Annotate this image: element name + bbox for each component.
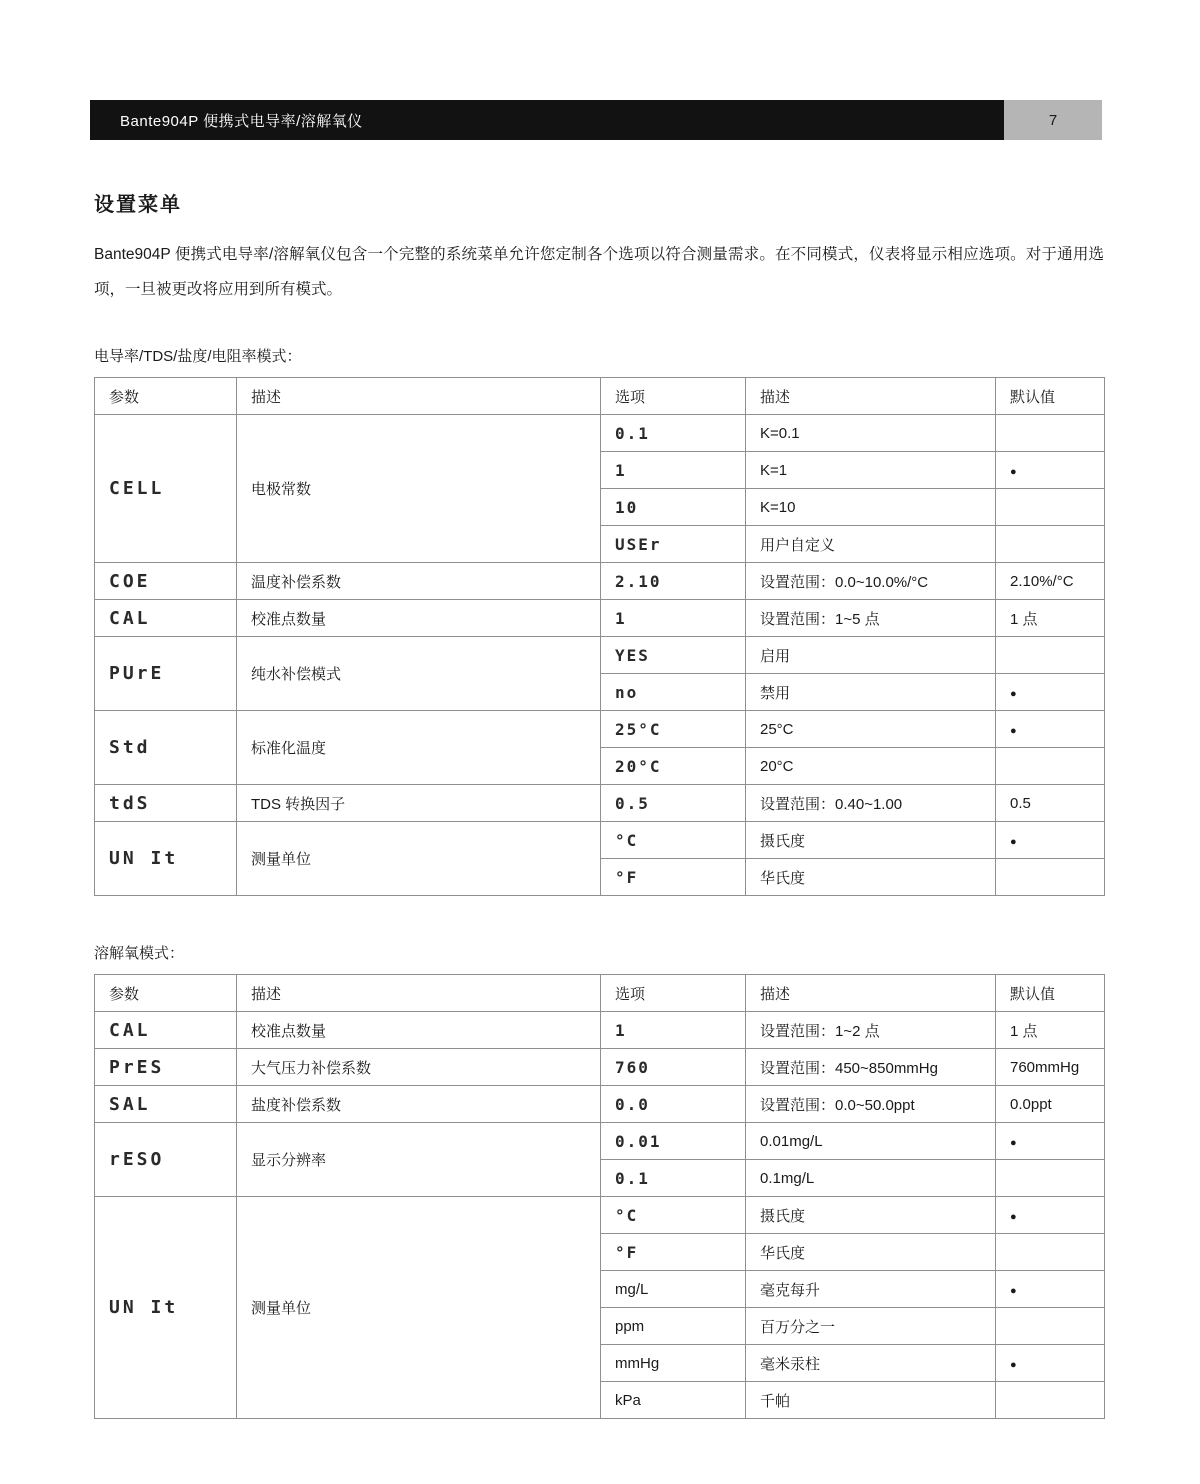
option-value: ppm	[601, 1308, 746, 1345]
table-row	[95, 1086, 1105, 1123]
option-description: 设置范围：1~5 点	[746, 600, 996, 637]
option-description: 启用	[746, 637, 996, 674]
table-header-row	[95, 975, 1105, 1012]
default-value-cell	[996, 1345, 1105, 1382]
column-header: 默认值	[996, 378, 1105, 415]
table-header-row	[95, 378, 1105, 415]
default-value-cell: 2.10%/°C	[996, 563, 1105, 600]
option-value	[601, 1012, 746, 1049]
default-marker-dot: ●	[1010, 1136, 1017, 1149]
default-value-cell	[996, 1197, 1105, 1234]
default-marker-dot: ●	[1010, 1210, 1017, 1223]
parameter-description: 显示分辨率	[237, 1123, 601, 1197]
table-row	[95, 711, 1105, 748]
option-lcd-value: 2.10	[615, 571, 662, 591]
column-header: 参数	[95, 378, 237, 415]
option-lcd-value: 1	[615, 608, 627, 628]
option-description: K=0.1	[746, 415, 996, 452]
parameter-cell	[95, 822, 237, 896]
table-row	[95, 600, 1105, 637]
option-value	[601, 563, 746, 600]
table-row	[95, 1197, 1105, 1234]
option-value: kPa	[601, 1382, 746, 1419]
default-value-cell	[996, 859, 1105, 896]
option-description: 摄氏度	[746, 1197, 996, 1234]
option-value	[601, 1197, 746, 1234]
parameter-description: 测量单位	[237, 822, 601, 896]
option-value	[601, 1123, 746, 1160]
option-lcd-value: °F	[615, 1242, 639, 1262]
default-value-cell: 1 点	[996, 1012, 1105, 1049]
option-description: 设置范围：450~850mmHg	[746, 1049, 996, 1086]
option-lcd-value: 1	[615, 1020, 627, 1040]
parameter-name: PUrE	[109, 663, 165, 684]
option-lcd-value: 0.01	[615, 1131, 662, 1151]
option-description: 0.1mg/L	[746, 1160, 996, 1197]
parameter-cell	[95, 711, 237, 785]
parameter-cell	[95, 563, 237, 600]
option-description: 用户自定义	[746, 526, 996, 563]
default-marker-dot: ●	[1010, 1358, 1017, 1371]
settings-tables	[94, 345, 1104, 1419]
table-row	[95, 785, 1105, 822]
option-value	[601, 822, 746, 859]
default-value-cell	[996, 489, 1105, 526]
table-row	[95, 415, 1105, 452]
option-lcd-value: 0.5	[615, 793, 650, 813]
parameter-description: 盐度补偿系数	[237, 1086, 601, 1123]
column-header: 选项	[601, 975, 746, 1012]
default-value-cell	[996, 1308, 1105, 1345]
default-value-cell	[996, 674, 1105, 711]
option-lcd-value: °C	[615, 1205, 639, 1225]
parameter-description: 温度补偿系数	[237, 563, 601, 600]
default-value-cell	[996, 711, 1105, 748]
table-row	[95, 822, 1105, 859]
table-mode-label: 溶解氧模式：	[94, 945, 185, 962]
parameter-name: COE	[109, 570, 151, 592]
table-row	[95, 1123, 1105, 1160]
parameter-cell	[95, 1197, 237, 1419]
option-value	[601, 415, 746, 452]
default-value-cell	[996, 637, 1105, 674]
column-header: 描述	[237, 975, 601, 1012]
option-lcd-value: 20°C	[615, 756, 662, 776]
option-value	[601, 859, 746, 896]
parameter-description: 电极常数	[237, 415, 601, 563]
page-number: 7	[1004, 100, 1102, 140]
parameter-cell	[95, 415, 237, 563]
option-description: 禁用	[746, 674, 996, 711]
default-value-cell	[996, 1123, 1105, 1160]
option-description: 设置范围：0.0~10.0%/°C	[746, 563, 996, 600]
table-mode-label: 电导率/TDS/盐度/电阻率模式：	[94, 348, 302, 365]
option-value	[601, 748, 746, 785]
parameter-name: CAL	[109, 607, 151, 629]
option-description: 华氏度	[746, 1234, 996, 1271]
parameter-description: 校准点数量	[237, 600, 601, 637]
default-value-cell: 0.5	[996, 785, 1105, 822]
default-marker-dot: ●	[1010, 687, 1017, 700]
parameter-cell	[95, 637, 237, 711]
option-value	[601, 674, 746, 711]
option-lcd-value: no	[615, 682, 639, 702]
parameter-cell	[95, 1012, 237, 1049]
conductivity-settings-table	[94, 377, 1105, 896]
column-header: 描述	[746, 378, 996, 415]
option-lcd-value: 0.1	[615, 423, 650, 443]
default-value-cell	[996, 1271, 1105, 1308]
option-description: 毫克每升	[746, 1271, 996, 1308]
option-value	[601, 1086, 746, 1123]
parameter-description: 纯水补偿模式	[237, 637, 601, 711]
default-value-cell	[996, 1234, 1105, 1271]
default-value-cell: 0.0ppt	[996, 1086, 1105, 1123]
parameter-name: SAL	[109, 1093, 151, 1115]
default-value-cell	[996, 822, 1105, 859]
option-description: K=1	[746, 452, 996, 489]
option-lcd-value: °F	[615, 867, 639, 887]
option-lcd-value: 10	[615, 497, 639, 517]
option-value	[601, 600, 746, 637]
option-value	[601, 1049, 746, 1086]
parameter-cell	[95, 1049, 237, 1086]
option-value	[601, 489, 746, 526]
parameter-name: CAL	[109, 1019, 151, 1041]
option-description: 华氏度	[746, 859, 996, 896]
option-value	[601, 711, 746, 748]
column-header: 选项	[601, 378, 746, 415]
option-lcd-value: YES	[615, 645, 650, 665]
parameter-name: rESO	[109, 1149, 165, 1170]
parameter-description: 标准化温度	[237, 711, 601, 785]
default-marker-dot: ●	[1010, 1284, 1017, 1297]
option-description: 25°C	[746, 711, 996, 748]
default-value-cell: 1 点	[996, 600, 1105, 637]
option-value: mmHg	[601, 1345, 746, 1382]
parameter-name: UN It	[109, 1297, 179, 1318]
dissolved-oxygen-settings-table	[94, 974, 1105, 1419]
parameter-description: 测量单位	[237, 1197, 601, 1419]
parameter-name: CELL	[109, 478, 165, 499]
parameter-name: PrES	[109, 1056, 165, 1078]
parameter-name: Std	[109, 737, 151, 758]
parameter-description: 大气压力补偿系数	[237, 1049, 601, 1086]
page-header	[90, 100, 1102, 140]
option-value	[601, 1234, 746, 1271]
column-header: 描述	[237, 378, 601, 415]
default-value-cell	[996, 1160, 1105, 1197]
option-value: mg/L	[601, 1271, 746, 1308]
option-value	[601, 785, 746, 822]
parameter-description: TDS 转换因子	[237, 785, 601, 822]
intro-paragraph: Bante904P 便携式电导率/溶解氧仪包含一个完整的系统菜单允许您定制各个选项以符合测量需求。在不同模式，仪表将显示相应选项。对于通用选项，一旦被更改将应用到所有模式。	[94, 246, 1104, 298]
default-value-cell: 760mmHg	[996, 1049, 1105, 1086]
option-value	[601, 637, 746, 674]
table-row	[95, 1049, 1105, 1086]
option-lcd-value: 25°C	[615, 719, 662, 739]
option-description: 0.01mg/L	[746, 1123, 996, 1160]
option-lcd-value: 1	[615, 460, 627, 480]
page-content	[94, 188, 1104, 1465]
default-marker-dot: ●	[1010, 724, 1017, 737]
default-value-cell	[996, 526, 1105, 563]
default-marker-dot: ●	[1010, 835, 1017, 848]
option-value	[601, 526, 746, 563]
option-description: 千帕	[746, 1382, 996, 1419]
section-title: 设置菜单	[94, 194, 182, 216]
option-value	[601, 452, 746, 489]
option-description: 设置范围：1~2 点	[746, 1012, 996, 1049]
default-value-cell	[996, 415, 1105, 452]
option-description: 设置范围：0.0~50.0ppt	[746, 1086, 996, 1123]
option-description: 20°C	[746, 748, 996, 785]
option-description: 毫米汞柱	[746, 1345, 996, 1382]
option-value	[601, 1160, 746, 1197]
header-title: Bante904P 便携式电导率/溶解氧仪	[90, 100, 1004, 140]
column-header: 参数	[95, 975, 237, 1012]
option-lcd-value: 0.1	[615, 1168, 650, 1188]
default-marker-dot: ●	[1010, 465, 1017, 478]
parameter-cell	[95, 785, 237, 822]
option-description: 百万分之一	[746, 1308, 996, 1345]
parameter-cell	[95, 1086, 237, 1123]
default-value-cell	[996, 748, 1105, 785]
option-lcd-value: 760	[615, 1057, 650, 1077]
table-row	[95, 637, 1105, 674]
option-lcd-value: USEr	[615, 534, 662, 554]
column-header: 描述	[746, 975, 996, 1012]
table-row	[95, 1012, 1105, 1049]
default-value-cell	[996, 452, 1105, 489]
default-value-cell	[996, 1382, 1105, 1419]
parameter-description: 校准点数量	[237, 1012, 601, 1049]
option-lcd-value: 0.0	[615, 1094, 650, 1114]
table-row	[95, 563, 1105, 600]
parameter-cell	[95, 1123, 237, 1197]
option-description: 摄氏度	[746, 822, 996, 859]
parameter-name: UN It	[109, 848, 179, 869]
column-header: 默认值	[996, 975, 1105, 1012]
option-description: 设置范围：0.40~1.00	[746, 785, 996, 822]
parameter-cell	[95, 600, 237, 637]
option-description: K=10	[746, 489, 996, 526]
parameter-name: tdS	[109, 792, 151, 814]
option-lcd-value: °C	[615, 830, 639, 850]
